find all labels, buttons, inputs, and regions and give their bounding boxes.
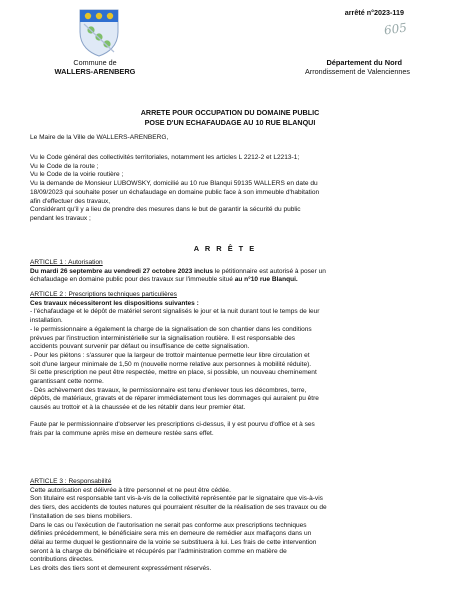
considerant-line: pendant les travaux ; [30, 214, 91, 222]
article-heading: ARTICLE 3 : Responsabilité [30, 478, 112, 485]
article-line: - Dès achèvement des travaux, le permissionnaire est tenu d'enlever tous les décombres, terre, [30, 386, 307, 394]
intro-maire: Le Maire de la Ville de WALLERS-ARENBERG, [30, 134, 169, 141]
title-line-2: POSE D'UN ECHAFAUDAGE AU 10 RUE BLANQUI [144, 117, 316, 127]
article-line: Dans le cas ou l'exécution de l'autorisation ne serait pas conforme aux prescriptions techniques [30, 521, 307, 529]
vu-line: afin d'effectuer des travaux, [30, 197, 111, 205]
article-heading: ARTICLE 1 : Autorisation [30, 259, 103, 266]
article-line: installation. [30, 317, 63, 325]
title-line-1: ARRETE POUR OCCUPATION DU DOMAINE PUBLIC [140, 108, 320, 117]
article-line: garantissant cette norme. [30, 378, 104, 386]
article-line: Les droits des tiers sont et demeurent expressément réservés. [30, 565, 212, 573]
commune-label: Commune de [73, 58, 117, 67]
article-line: définies précédemment, le bénéficiaire sera mis en demeure de remédier aux malfaçons dans un [30, 530, 312, 538]
article-line: Faute par le permissionnaire d'observer les prescriptions ci-dessus, il y est pourvu d'office et à ses [30, 421, 315, 428]
article-line: Cette autorisation est délivrée à titre personnel et ne peut être cédée. [30, 486, 231, 494]
vu-line: 18/09/2023 qui souhaite poser un échafaudage en domaine public face à son immeuble d'habitation [30, 188, 320, 196]
article-line: dépôts, de matériaux, gravats et de réparer immédiatement tous les dommages qui auraient pu être [30, 395, 319, 403]
article-line: Son titulaire est responsable tant vis-à-vis de la collectivité représentée par le signataire que vis-à-vis [30, 495, 323, 503]
article-line: l'installation de ses biens mobiliers. [30, 512, 133, 520]
article-line: prévues par l'instruction interministérielle sur la signalisation routière. Il est responsable des [30, 334, 296, 342]
vu-line: Vu le Code de la voirie routière ; [30, 171, 124, 179]
vu-line: Vu la demande de Monsieur LUBOWSKY, domicilié au 10 rue Blanqui 59135 WALLERS en date du [30, 180, 318, 188]
article-1 [30, 259, 430, 285]
article-line: échafaudage en domaine public pour des travaux sur l'immeuble situé au n°10 rue Blanqui. [30, 276, 298, 284]
arrete-heading: A R R Ê T E [193, 244, 257, 253]
article-line: des tiers, des accidents de toutes natures qui pourraient résulter de la réalisation de ses travaux ou de [30, 504, 327, 512]
commune-name: WALLERS-ARENBERG [54, 67, 136, 76]
article-line: contributions directes. [30, 556, 94, 564]
arrondissement-name: Arrondissement de Valenciennes [305, 67, 410, 76]
article-subheading: Ces travaux nécessiteront les dispositions suivantes : [30, 299, 199, 307]
article-heading: ARTICLE 2 : Prescriptions techniques particulières [30, 291, 177, 298]
article-line: seront à la charge du bénéficiaire et récupérés par l'administration comme en matière de [30, 547, 287, 555]
article-line: Si cette prescription ne peut être respectée, mettre en place, si possible, un nouveau cheminement [30, 369, 317, 377]
article-line: Du mardi 26 septembre au vendredi 27 octobre 2023 inclus le pétitionnaire est autorisé à poser un [30, 267, 326, 275]
article-line: causés au trottoir et à la chaussée et de les rétablir dans leur premier état. [30, 404, 246, 412]
vu-line: Vu le Code général des collectivités territoriales, notamment les articles L 2212-2 et L2213-1; [30, 154, 300, 161]
article-line: accidents pouvant survenir par défaut ou insuffisance de cette signalisation. [30, 343, 250, 351]
article-line: - l'échafaudage et le dépôt de matériel seront signalisés le jour et la nuit durant tout le temps de leur [30, 308, 320, 316]
intro-vu-block [30, 154, 430, 224]
arrete-number: arrêté n°2023-119 [344, 8, 404, 17]
department-name: Département du Nord [326, 58, 402, 67]
article-2-penalty [30, 421, 430, 438]
article-line: frais par la commune après mise en demeure restée sans effet. [30, 429, 214, 437]
article-line: délai au terme duquel le gestionnaire de la voirie se substituera à lui. Les frais de cette intervention [30, 538, 317, 546]
considerant-line: Considérant qu'il y a lieu de prendre des mesures dans le but de garantir la sécurité du public [30, 206, 301, 214]
article-line: - le permissionnaire a également la charge de la signalisation de son chantier dans les conditions [30, 325, 312, 333]
document-title [70, 108, 390, 127]
article-line: soit d'une largeur minimale de 1,50 m (nouvelle norme relative aux personnes à mobilité réduite). [30, 360, 312, 368]
article-2 [30, 291, 430, 413]
article-line: - Pour les piétons : s'assurer que la largeur de trottoir maintenue permette leur libre circulation et [30, 351, 310, 359]
vu-line: Vu le Code de la route ; [30, 162, 99, 170]
coat-of-arms-logo [76, 6, 122, 58]
handwritten-annotation: 605 [383, 20, 408, 38]
article-3 [30, 478, 430, 574]
